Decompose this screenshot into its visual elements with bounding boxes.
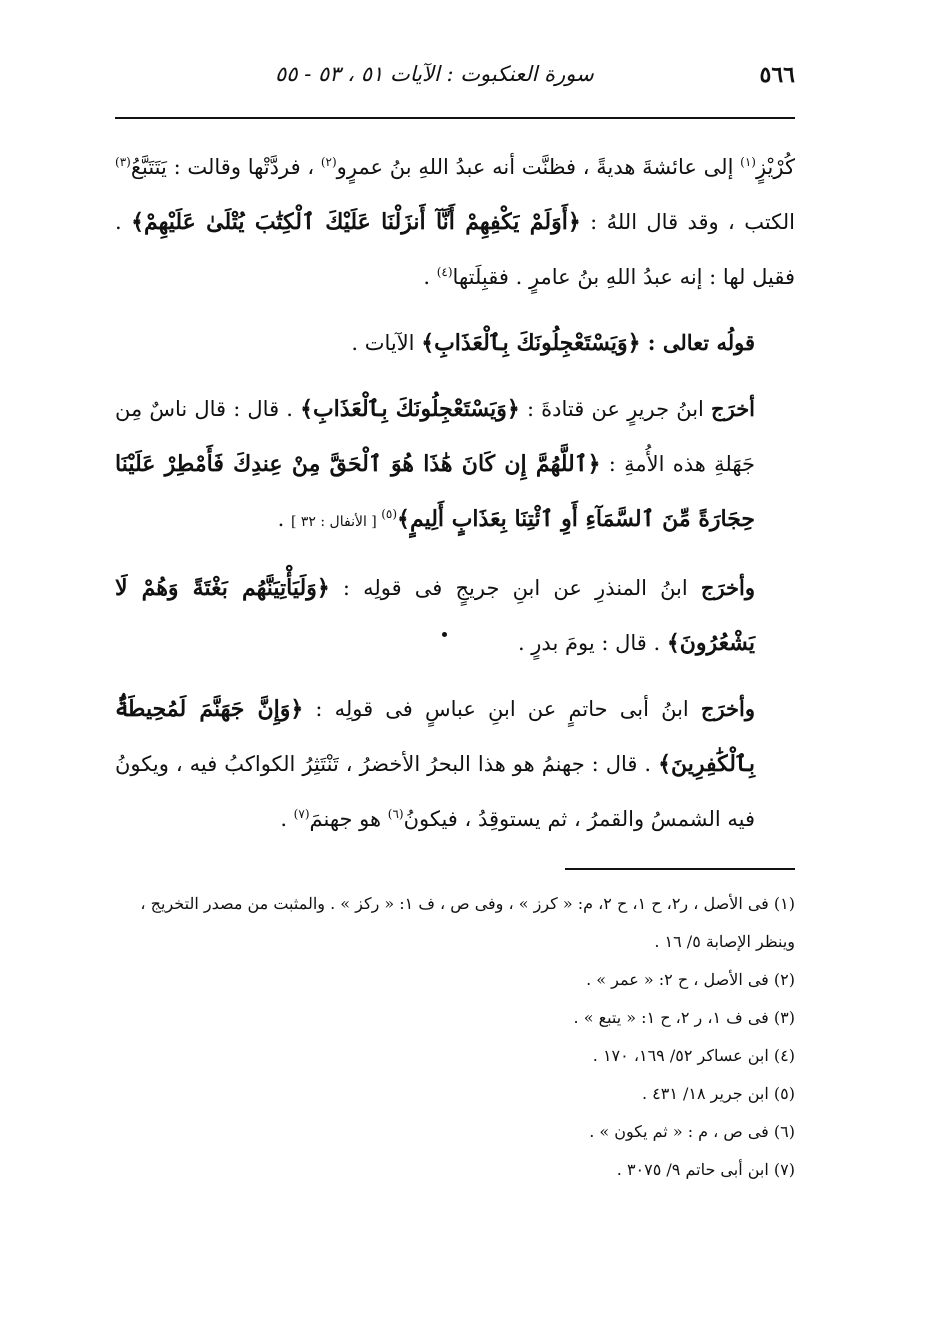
text-segment: ابنُ أبى حاتمٍ عن ابنِ عباسٍ فى قولِه : — [303, 697, 701, 721]
quran-verse: ﴿ٱللَّهُمَّ إِن كَانَ هَٰذَا هُوَ ٱلْحَقَّ مِنْ عِندِكَ فَأَمْطِرْ عَلَيْنَا حِجَارَةً مِّنَ ٱلسَّمَآءِ أَوِ ٱئْتِنَا بِعَذَابٍ أَلِيمٍ﴾ — [115, 451, 755, 532]
header-divider — [115, 117, 795, 119]
print-speck — [442, 632, 447, 637]
narration-lead: وأخرَج — [700, 696, 756, 721]
text-segment: . قال : جهنمُ هو هذا البحرُ الأخضرُ ، تَنْتَثِرُ الكواكبُ فيه ، ويكونُ فيه الشمسُ والقمرُ ، ثم يستوقِدُ ، فيكونُ — [115, 752, 755, 831]
footnote-6: (٦) فى ص ، م : « ثم يكون » . — [589, 1122, 795, 1141]
text-segment: ، فردَّتْها وقالت : يَتَتَبَّعُ — [130, 155, 321, 179]
footnote-marker-3: (٣) — [115, 155, 131, 169]
text-segment: إلى عائشةَ هديةً ، فظنَّت أنه عبدُ اللهِ بنُ عمرٍو — [336, 155, 741, 179]
footnote-marker-2: (٢) — [320, 155, 337, 169]
paragraph-4 — [115, 560, 795, 671]
footnote-marker-6: (٦) — [387, 807, 404, 821]
chapter-title: سورة العنكبوت : الآيات ٥١ ، ٥٣ - ٥٥ — [275, 62, 594, 86]
text-segment: . — [423, 265, 437, 289]
running-header — [115, 58, 795, 98]
footnote-1: (١) فى الأصل ، ر٢، ح ١، ح ٢، م: « كرز » ، وفى ص ، ف ١: « ركز » . والمثبت من مصدر التخريج ، وينظر الإصابة ٥/ ١٦ . — [140, 894, 795, 951]
page-number: ٥٦٦ — [759, 62, 795, 88]
text-segment: . فقيل لها : إنه عبدُ اللهِ بنُ عامرٍ . فقبِلَتها — [115, 210, 795, 289]
quran-verse: ﴿وَيَسْتَعْجِلُونَكَ بِٱلْعَذَابِ﴾ — [300, 396, 520, 422]
footnote-7: (٧) ابن أبى حاتم ٩/ ٣٠٧٥ . — [616, 1160, 795, 1179]
narration-lead: أخرَج — [711, 396, 756, 421]
quran-verse: ﴿وَلَيَأْتِيَنَّهُم بَغْتَةً وَهُمْ لَا يَشْعُرُونَ﴾ — [115, 575, 755, 656]
verse-heading: قولُه تعالى : — [640, 330, 755, 355]
text-segment: ابنُ المنذرِ عن ابنِ جريجٍ فى قولِه : — [329, 576, 701, 600]
footnote-marker-4: (٤) — [436, 265, 453, 279]
footnote-5: (٥) ابن جرير ١٨/ ٤٣١ . — [641, 1084, 795, 1103]
text-segment: الكتب ، وقد قال اللهُ : — [580, 210, 795, 234]
paragraph-1 — [115, 140, 795, 305]
narration-lead: وأخرَج — [700, 575, 755, 600]
text-segment: . — [277, 507, 291, 531]
text-segment: . — [280, 807, 294, 831]
quran-verse: ﴿أَوَلَمْ يَكْفِهِمْ أَنَّآ أَنزَلْنَا عَلَيْكَ ٱلْكِتَٰبَ يُتْلَىٰ عَلَيْهِمْ﴾ — [131, 209, 581, 235]
footnote-4: (٤) ابن عساكر ٥٢/ ١٦٩، ١٧٠ . — [592, 1046, 795, 1065]
paragraph-3 — [115, 381, 795, 550]
footnote-2: (٢) فى الأصل ، ح ٢: « عمر » . — [586, 970, 795, 989]
quran-verse: ﴿وَيَسْتَعْجِلُونَكَ بِٱلْعَذَابِ﴾ — [421, 330, 641, 356]
footnote-marker-7: (٧) — [293, 807, 310, 821]
verse-citation: [ الأنفال : ٣٢ ] — [290, 514, 382, 530]
text-segment: الآيات . — [351, 331, 422, 355]
text-segment: هو جهنمَ — [309, 807, 388, 831]
footnote-divider — [565, 868, 795, 870]
footnote-marker-5: (٥) — [381, 507, 398, 521]
footnote-3: (٣) فى ف ١، ر ٢، ح ١: « يتبع » . — [573, 1008, 795, 1027]
footnotes-list — [115, 885, 795, 1189]
text-segment: . قال : قال ناسٌ مِن جَهَلةِ هذه الأُمةِ : — [115, 397, 755, 476]
quran-verse: ﴿وَإِنَّ جَهَنَّمَ لَمُحِيطَةٌۢ بِٱلْكَٰفِرِينَ﴾ — [115, 696, 755, 777]
text-segment: ابنُ جريرٍ عن قتادةَ : — [519, 397, 712, 421]
main-text — [115, 140, 795, 847]
text-segment: . قال : يومَ بدرٍ . — [517, 631, 667, 655]
text-segment: كُرْيْزٍ — [755, 155, 795, 179]
footnote-marker-1: (١) — [740, 155, 756, 169]
paragraph-2 — [115, 315, 795, 371]
paragraph-5 — [115, 681, 795, 847]
